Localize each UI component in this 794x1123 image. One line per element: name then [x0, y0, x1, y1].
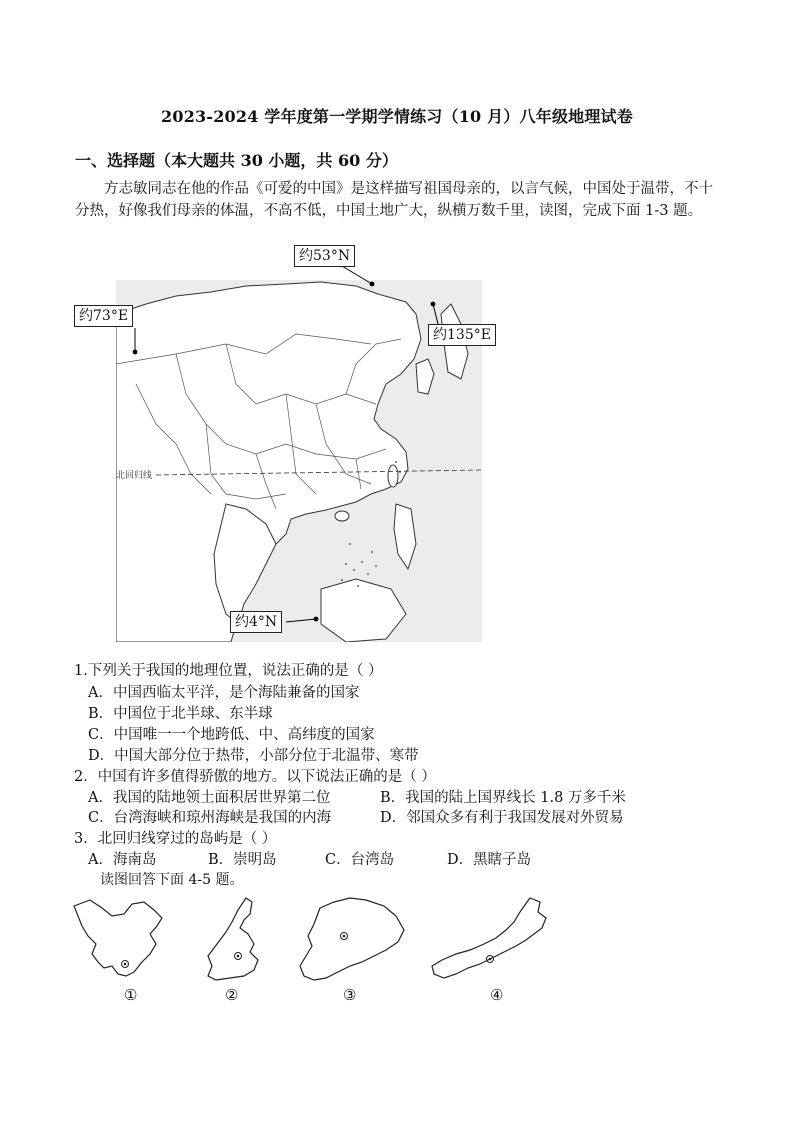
province-outline-3	[292, 896, 412, 984]
question-1-option-a: A．中国西临太平洋，是个海陆兼备的国家	[88, 685, 360, 701]
exam-title: 2023-2024 学年度第一学期学情练习（10 月）八年级地理试卷	[161, 107, 633, 126]
province-outline-4	[430, 896, 565, 984]
east-longitude-callout: 约135°E	[428, 324, 496, 346]
intro-paragraph: 方志敏同志在他的作品《可爱的中国》是这样描写祖国母亲的，以言气候，中国处于温带，不十分热，好像我们母亲的体温，不高不低，中国土地广大，纵横万数千里，读图，完成下面 1-3 题。	[75, 181, 713, 219]
north-latitude-callout: 约53°N	[294, 245, 355, 267]
question-2-option-d: D．邻国众多有利于我国发展对外贸易	[380, 810, 624, 826]
question-2-stem: 2．中国有许多值得骄傲的地方。以下说法正确的是（ ）	[74, 769, 436, 785]
question-3-option-b: B．崇明岛	[208, 852, 277, 868]
question-3-option-a: A．海南岛	[88, 852, 157, 868]
question-1-stem: 1.下列关于我国的地理位置，说法正确的是（ ）	[74, 663, 383, 679]
province-outline-1	[72, 896, 172, 981]
china-map	[116, 244, 482, 642]
section-heading: 一、选择题（本大题共 30 小题，共 60 分）	[75, 151, 398, 170]
south-latitude-callout: 约4°N	[230, 611, 282, 633]
question-1-option-d: D．中国大部分位于热带，小部分位于北温带、寒带	[88, 748, 419, 764]
question-2-option-a: A．我国的陆地领土面积居世界第二位	[88, 790, 331, 806]
province-label-1: ①	[124, 986, 138, 1004]
question-1-option-b: B．中国位于北半球、东半球	[88, 706, 273, 722]
province-outline-2	[200, 896, 270, 984]
province-label-2: ②	[225, 986, 239, 1004]
question-2-option-c: C．台湾海峡和琼州海峡是我国的内海	[88, 810, 332, 826]
question-3-option-c: C．台湾岛	[325, 852, 395, 868]
question-3-option-d: D．黑瞎子岛	[447, 852, 532, 868]
west-longitude-callout: 约73°E	[74, 305, 133, 327]
tropic-of-cancer-label: 北回归线	[116, 471, 153, 481]
province-label-3: ③	[343, 986, 357, 1004]
question-2-option-b: B．我国的陆上国界线长 1.8 万多千米	[380, 790, 626, 806]
province-label-4: ④	[490, 986, 504, 1004]
question-1-option-c: C．中国唯一一个地跨低、中、高纬度的国家	[88, 727, 375, 743]
map-graphic	[116, 244, 482, 642]
read-prompt: 读图回答下面 4-5 题。	[100, 872, 244, 888]
question-3-stem: 3．北回归线穿过的岛屿是（ ）	[74, 831, 277, 847]
